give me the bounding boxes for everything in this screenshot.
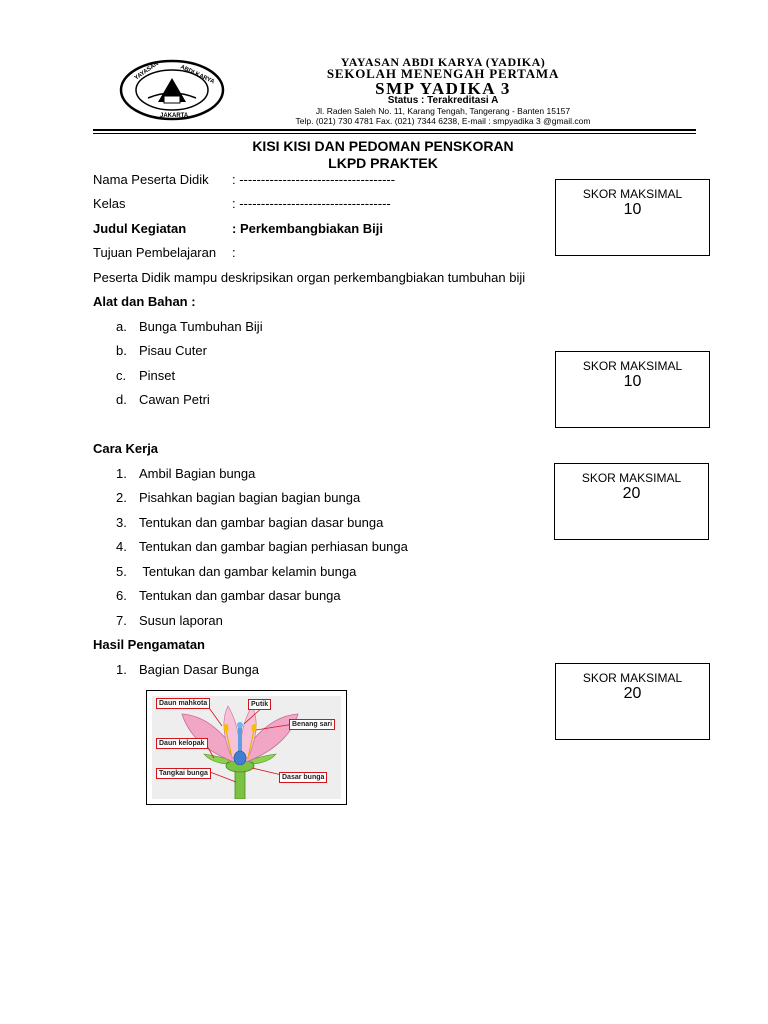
list-marker: 7. <box>116 613 127 628</box>
score-box <box>555 351 710 428</box>
procedure-heading: Cara Kerja <box>93 441 159 456</box>
label-stamen: Benang sari <box>289 719 335 730</box>
foundation-name: YAYASAN ABDI KARYA (YADIKA) <box>340 55 546 69</box>
list-item: Bunga Tumbuhan Biji <box>139 319 263 334</box>
score-label: SKOR MAKSIMAL <box>582 671 683 685</box>
score-label: SKOR MAKSIMAL <box>582 359 683 373</box>
school-contact: Telp. (021) 730 4781 Fax. (021) 7344 6238, E-mail : smpyadika 3 @gmail.com <box>295 116 591 126</box>
list-marker: 2. <box>116 490 127 505</box>
list-item: Tentukan dan gambar kelamin bunga <box>139 564 357 579</box>
name-label: Nama Peserta Didik <box>93 172 209 187</box>
name-field: : ------------------------------------ <box>232 172 396 187</box>
score-value: 10 <box>623 373 642 390</box>
list-item: Cawan Petri <box>139 392 210 407</box>
activity-value: : Perkembangbiakan Biji <box>232 221 383 236</box>
school-address: Jl. Raden Saleh No. 11, Karang Tengah, Tangerang - Banten 15157 <box>315 106 571 116</box>
goal-text: Peserta Didik mampu deskripsikan organ perkembangbiakan tumbuhan biji <box>93 270 526 285</box>
label-sepal: Daun kelopak <box>156 738 208 749</box>
school-level: SEKOLAH MENENGAH PERTAMA <box>326 66 560 81</box>
label-pistil: Putik <box>248 699 271 710</box>
list-item: Ambil Bagian bunga <box>139 466 256 481</box>
svg-text:ABDI KARYA: ABDI KARYA <box>179 64 216 86</box>
document-subtitle: LKPD PRAKTEK <box>328 155 438 171</box>
list-item: Tentukan dan gambar bagian dasar bunga <box>139 515 384 530</box>
score-label: SKOR MAKSIMAL <box>582 187 683 201</box>
list-item: Tentukan dan gambar dasar bunga <box>139 588 341 603</box>
class-field: : ----------------------------------- <box>232 196 391 211</box>
list-marker: 5. <box>116 564 127 579</box>
list-marker: 4. <box>116 539 127 554</box>
list-marker: 6. <box>116 588 127 603</box>
score-box <box>555 663 710 740</box>
observation-heading: Hasil Pengamatan <box>93 637 205 652</box>
document-title: KISI KISI DAN PEDOMAN PENSKORAN <box>252 138 514 154</box>
score-value: 20 <box>622 485 641 502</box>
list-item: Pinset <box>139 368 176 383</box>
list-marker: 1. <box>116 662 127 677</box>
letterhead <box>93 52 696 132</box>
letterhead-rule-thick <box>93 129 696 131</box>
list-marker: d. <box>116 392 127 407</box>
svg-text:YAYASAN: YAYASAN <box>133 60 160 82</box>
accreditation-status: Status : Terakreditasi A <box>387 95 499 106</box>
school-seal-logo <box>118 58 226 122</box>
list-marker: a. <box>116 319 127 334</box>
school-name: SMP YADIKA 3 <box>375 79 511 98</box>
score-box <box>554 463 709 540</box>
list-item: Tentukan dan gambar bagian perhiasan bunga <box>139 539 408 554</box>
label-stalk: Tangkai bunga <box>156 768 211 779</box>
list-marker: 3. <box>116 515 127 530</box>
list-item: Susun laporan <box>139 613 223 628</box>
label-receptacle: Dasar bunga <box>279 772 327 783</box>
goal-colon: : <box>232 245 236 260</box>
letterhead-rule-thin <box>93 133 696 134</box>
label-petal: Daun mahkota <box>156 698 210 709</box>
list-item: Bagian Dasar Bunga <box>139 662 259 677</box>
list-marker: b. <box>116 343 127 358</box>
class-label: Kelas <box>93 196 126 211</box>
activity-label: Judul Kegiatan <box>93 221 187 236</box>
list-item: Pisahkan bagian bagian bagian bunga <box>139 490 361 505</box>
materials-heading: Alat dan Bahan : <box>93 294 196 309</box>
goal-label: Tujuan Pembelajaran <box>93 245 217 260</box>
list-marker: c. <box>116 368 127 383</box>
score-value: 20 <box>623 685 642 702</box>
score-value: 10 <box>623 201 642 218</box>
list-marker: 1. <box>116 466 127 481</box>
list-item: Pisau Cuter <box>139 343 207 358</box>
score-label: SKOR MAKSIMAL <box>581 471 682 485</box>
svg-text:JAKARTA: JAKARTA <box>160 113 189 119</box>
score-box <box>555 179 710 256</box>
flower-diagram <box>146 690 347 805</box>
